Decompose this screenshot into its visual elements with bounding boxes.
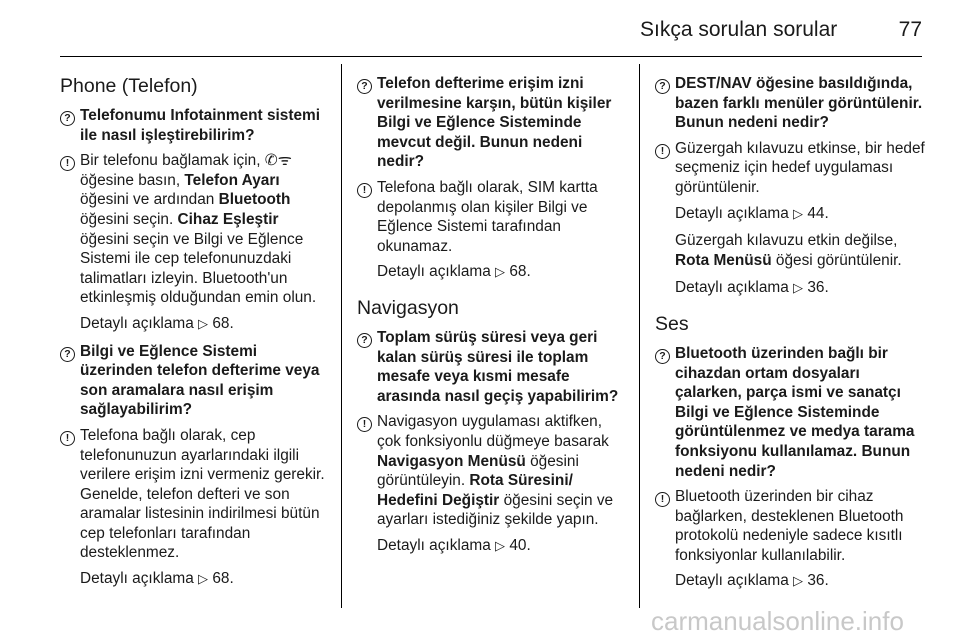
question-item — [357, 74, 627, 172]
exclamation-circle-icon: ! — [655, 144, 670, 159]
question-circle-icon: ? — [60, 111, 75, 126]
column-2 — [357, 64, 627, 563]
detail-reference: Detaylı açıklama ▷ 36. — [675, 572, 829, 590]
answer-continuation: Güzergah kılavuzu etkin değilse, Rota Menüsü öğesi görüntülenir. — [675, 232, 902, 269]
question-item — [655, 74, 925, 133]
question-text: DEST/NAV öğesine basıldığında, bazen farklı menüler görüntülenir. Bunun nedeni nedir? — [675, 75, 923, 132]
page-header-title: Sıkça sorulan sorular — [640, 18, 838, 41]
answer-item — [60, 151, 330, 308]
watermark: carmanualsonline.info — [651, 606, 904, 636]
exclamation-circle-icon: ! — [60, 431, 75, 446]
question-text: Bilgi ve Eğlence Sistemi üzerinden telefon defterime veya son aramalara nasıl erişim sağlayabilirim? — [80, 342, 320, 419]
exclamation-circle-icon: ! — [60, 156, 75, 171]
detail-reference: Detaylı açıklama ▷ 40. — [377, 536, 531, 554]
answer-text: Bluetooth üzerinden bir cihaz bağlarken, desteklenen Bluetooth protokolü nedeniyle sadece kısıtlı fonksiyonlar kullanılabilir. — [675, 488, 904, 564]
answer-text: Telefona bağlı olarak, SIM kartta depolanmış olan kişiler Bilgi ve Eğlence Sistemi tarafından okunamaz. — [377, 178, 598, 255]
question-item — [357, 328, 627, 406]
answer-text: Telefona bağlı olarak, cep telefonunuzun ayarlarındaki ilgili verilere erişim izni vermeniz gerekir. Genelde, telefon defteri ve son aramalar listesinin indirilmesi bütün cep telefonları tarafından desteklenmez. — [80, 426, 325, 562]
question-text: Telefonumu Infotainment sistemi ile nasıl işleştirebilirim? — [80, 107, 320, 144]
detail-reference: Detaylı açıklama ▷ 68. — [80, 570, 234, 588]
cross-reference-arrow-icon: ▷ — [495, 537, 506, 553]
answer-text: Bir telefonu bağlamak için, ✆ᯤ öğesine basın, Telefon Ayarı öğesini ve ardından Bluetooth öğesini seçin. Cihaz Eşleştir öğesini seçin ve Bilgi ve Eğlence Sistemi ile cep telefonunuzdaki talimatları izleyin. Bluetooth'un etkinleşmiş olduğundan emin olun. — [80, 152, 317, 307]
question-circle-icon: ? — [357, 79, 372, 94]
question-item — [60, 342, 330, 420]
exclamation-circle-icon: ! — [655, 492, 670, 507]
answer-item — [357, 412, 627, 530]
detail-reference: Detaylı açıklama ▷ 68. — [377, 263, 531, 281]
cross-reference-arrow-icon: ▷ — [793, 280, 804, 296]
column-divider-2 — [639, 64, 640, 608]
detail-reference: Detaylı açıklama ▷ 36. — [675, 279, 829, 297]
cross-reference-arrow-icon: ▷ — [793, 573, 804, 589]
section-heading-audio: Ses — [655, 312, 689, 335]
answer-item — [655, 487, 925, 565]
phone-settings-icon: ✆ᯤ — [264, 152, 292, 170]
question-text: Toplam sürüş süresi veya geri kalan sürüş süresi ile toplam mesafe veya kısmi mesafe arasında nasıl geçiş yapabilirim? — [377, 328, 619, 405]
question-text: Bluetooth üzerinden bağlı bir cihazdan ortam dosyaları çalarken, parça ismi ve sanatçı Bilgi ve Eğlence Sisteminde görüntülenmez ve medya tarama fonksiyonu kullanılamaz. Bunun nedeni nedir? — [675, 344, 915, 480]
header-divider — [60, 56, 922, 57]
column-divider-1 — [341, 64, 342, 608]
detail-reference: Detaylı açıklama ▷ 68. — [80, 314, 234, 332]
cross-reference-arrow-icon: ▷ — [198, 571, 209, 587]
section-heading-navigation: Navigasyon — [357, 296, 459, 319]
question-item — [60, 106, 330, 145]
column-3 — [655, 64, 925, 599]
question-circle-icon: ? — [655, 349, 670, 364]
question-circle-icon: ? — [655, 79, 670, 94]
cross-reference-arrow-icon: ▷ — [495, 264, 506, 280]
cross-reference-arrow-icon: ▷ — [198, 315, 209, 331]
question-circle-icon: ? — [60, 347, 75, 362]
answer-text: Navigasyon uygulaması aktifken, çok fonksiyonlu düğmeye basarak Navigasyon Menüsü öğesini görüntüleyin. Rota Süresini/ Hedefini Değiştir öğesini seçin ve ayarları istediğiniz şekilde yapın. — [377, 413, 614, 529]
answer-item — [357, 178, 627, 256]
question-text: Telefon defterime erişim izni verilmesine karşın, bütün kişiler Bilgi ve Eğlence Sisteminde mevcut değil. Bunun nedeni nedir? — [377, 75, 612, 171]
question-item — [655, 344, 925, 481]
cross-reference-arrow-icon: ▷ — [793, 205, 804, 221]
section-heading-phone: Phone (Telefon) — [60, 75, 198, 97]
answer-item — [655, 139, 925, 198]
answer-text: Güzergah kılavuzu etkinse, bir hedef seçmeniz için hedef uygulaması görüntülenir. — [675, 139, 925, 196]
answer-item — [60, 426, 330, 563]
exclamation-circle-icon: ! — [357, 417, 372, 432]
detail-reference: Detaylı açıklama ▷ 44. — [675, 204, 829, 222]
page-number: 77 — [898, 18, 922, 41]
column-1 — [60, 64, 330, 597]
exclamation-circle-icon: ! — [357, 183, 372, 198]
question-circle-icon: ? — [357, 333, 372, 348]
